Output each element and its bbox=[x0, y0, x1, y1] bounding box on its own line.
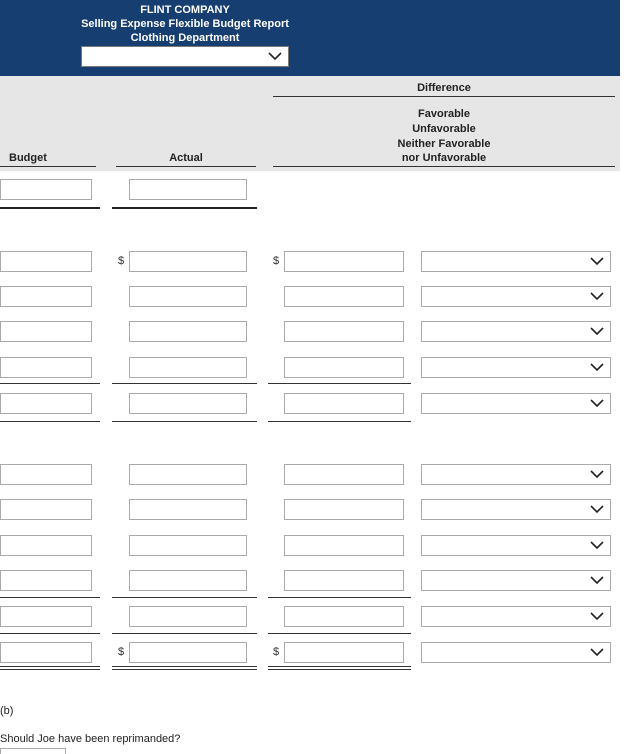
difference-input[interactable] bbox=[284, 357, 404, 378]
difference-input[interactable] bbox=[284, 321, 404, 342]
budget-input[interactable] bbox=[0, 357, 92, 378]
currency-symbol: $ bbox=[273, 646, 280, 658]
company-name: FLINT COMPANY bbox=[140, 4, 230, 16]
difference-input[interactable] bbox=[284, 464, 404, 485]
actual-input[interactable] bbox=[129, 570, 247, 591]
double-underline bbox=[268, 666, 411, 667]
divider bbox=[0, 633, 100, 634]
difference-input[interactable] bbox=[284, 499, 404, 520]
divider bbox=[112, 207, 257, 209]
difference-input[interactable] bbox=[284, 535, 404, 556]
chevron-down-icon bbox=[590, 326, 604, 336]
budget-input[interactable] bbox=[0, 606, 92, 627]
difference-input[interactable] bbox=[284, 606, 404, 627]
actual-input[interactable] bbox=[129, 464, 247, 485]
double-underline bbox=[268, 669, 411, 670]
department-name: Clothing Department bbox=[130, 32, 240, 44]
chevron-down-icon bbox=[590, 611, 604, 621]
difference-status-select[interactable] bbox=[421, 321, 611, 342]
budget-input[interactable] bbox=[0, 286, 92, 307]
budget-input[interactable] bbox=[0, 570, 92, 591]
actual-input[interactable] bbox=[129, 393, 247, 414]
budget-input[interactable] bbox=[0, 499, 92, 520]
chevron-down-icon bbox=[590, 504, 604, 514]
difference-status-select[interactable] bbox=[421, 642, 611, 663]
divider bbox=[268, 421, 411, 422]
budget-input[interactable] bbox=[0, 393, 92, 414]
divider bbox=[0, 421, 100, 422]
difference-input[interactable] bbox=[284, 393, 404, 414]
actual-total-input[interactable] bbox=[129, 642, 247, 663]
actual-heading: Actual bbox=[169, 152, 203, 164]
budget-input[interactable] bbox=[0, 251, 92, 272]
difference-option-neither-line1: Neither Favorable bbox=[397, 138, 491, 150]
actual-input[interactable] bbox=[129, 321, 247, 342]
difference-status-select[interactable] bbox=[421, 570, 611, 591]
difference-input[interactable] bbox=[284, 251, 404, 272]
budget-input[interactable] bbox=[0, 535, 92, 556]
difference-status-select[interactable] bbox=[421, 286, 611, 307]
budget-input[interactable] bbox=[0, 321, 92, 342]
double-underline bbox=[112, 669, 257, 670]
difference-input[interactable] bbox=[284, 570, 404, 591]
divider bbox=[268, 383, 411, 384]
answer-select[interactable] bbox=[0, 748, 66, 754]
divider bbox=[268, 597, 411, 598]
difference-status-select[interactable] bbox=[421, 251, 611, 272]
divider bbox=[0, 383, 100, 384]
currency-symbol: $ bbox=[118, 646, 125, 658]
difference-option-neither-line2: nor Unfavorable bbox=[401, 152, 487, 164]
difference-option-favorable: Favorable bbox=[418, 108, 470, 120]
divider bbox=[0, 597, 100, 598]
chevron-down-icon bbox=[590, 575, 604, 585]
budget-heading: Budget bbox=[9, 152, 47, 164]
currency-symbol: $ bbox=[118, 255, 125, 267]
divider bbox=[273, 166, 615, 167]
actual-header-input[interactable] bbox=[129, 179, 247, 200]
chevron-down-icon bbox=[590, 647, 604, 657]
chevron-down-icon bbox=[590, 291, 604, 301]
actual-input[interactable] bbox=[129, 606, 247, 627]
double-underline bbox=[0, 666, 100, 667]
divider bbox=[0, 166, 96, 167]
difference-status-select[interactable] bbox=[421, 357, 611, 378]
actual-input[interactable] bbox=[129, 286, 247, 307]
difference-status-select[interactable] bbox=[421, 606, 611, 627]
currency-symbol: $ bbox=[273, 255, 280, 267]
part-b-question: Should Joe have been reprimanded? bbox=[0, 733, 181, 745]
difference-input[interactable] bbox=[284, 286, 404, 307]
difference-option-unfavorable: Unfavorable bbox=[412, 123, 476, 135]
divider bbox=[112, 597, 257, 598]
budget-total-input[interactable] bbox=[0, 642, 92, 663]
divider bbox=[273, 96, 615, 97]
chevron-down-icon bbox=[590, 398, 604, 408]
difference-total-input[interactable] bbox=[284, 642, 404, 663]
actual-input[interactable] bbox=[129, 535, 247, 556]
divider bbox=[112, 421, 257, 422]
difference-heading: Difference bbox=[417, 82, 471, 94]
budget-input[interactable] bbox=[0, 464, 92, 485]
chevron-down-icon bbox=[268, 51, 282, 61]
divider bbox=[268, 633, 411, 634]
chevron-down-icon bbox=[590, 362, 604, 372]
part-b-label: (b) bbox=[0, 705, 14, 717]
divider bbox=[116, 166, 256, 167]
actual-input[interactable] bbox=[129, 251, 247, 272]
divider bbox=[112, 383, 257, 384]
difference-status-select[interactable] bbox=[421, 535, 611, 556]
double-underline bbox=[0, 669, 100, 670]
chevron-down-icon bbox=[590, 256, 604, 266]
chevron-down-icon bbox=[590, 469, 604, 479]
chevron-down-icon bbox=[590, 540, 604, 550]
double-underline bbox=[112, 666, 257, 667]
report-title: Selling Expense Flexible Budget Report bbox=[81, 18, 289, 30]
actual-input[interactable] bbox=[129, 357, 247, 378]
budget-header-input[interactable] bbox=[0, 179, 92, 200]
difference-status-select[interactable] bbox=[421, 499, 611, 520]
divider bbox=[112, 633, 257, 634]
difference-status-select[interactable] bbox=[421, 393, 611, 414]
period-select[interactable] bbox=[81, 46, 289, 67]
difference-status-select[interactable] bbox=[421, 464, 611, 485]
actual-input[interactable] bbox=[129, 499, 247, 520]
divider bbox=[0, 207, 100, 209]
